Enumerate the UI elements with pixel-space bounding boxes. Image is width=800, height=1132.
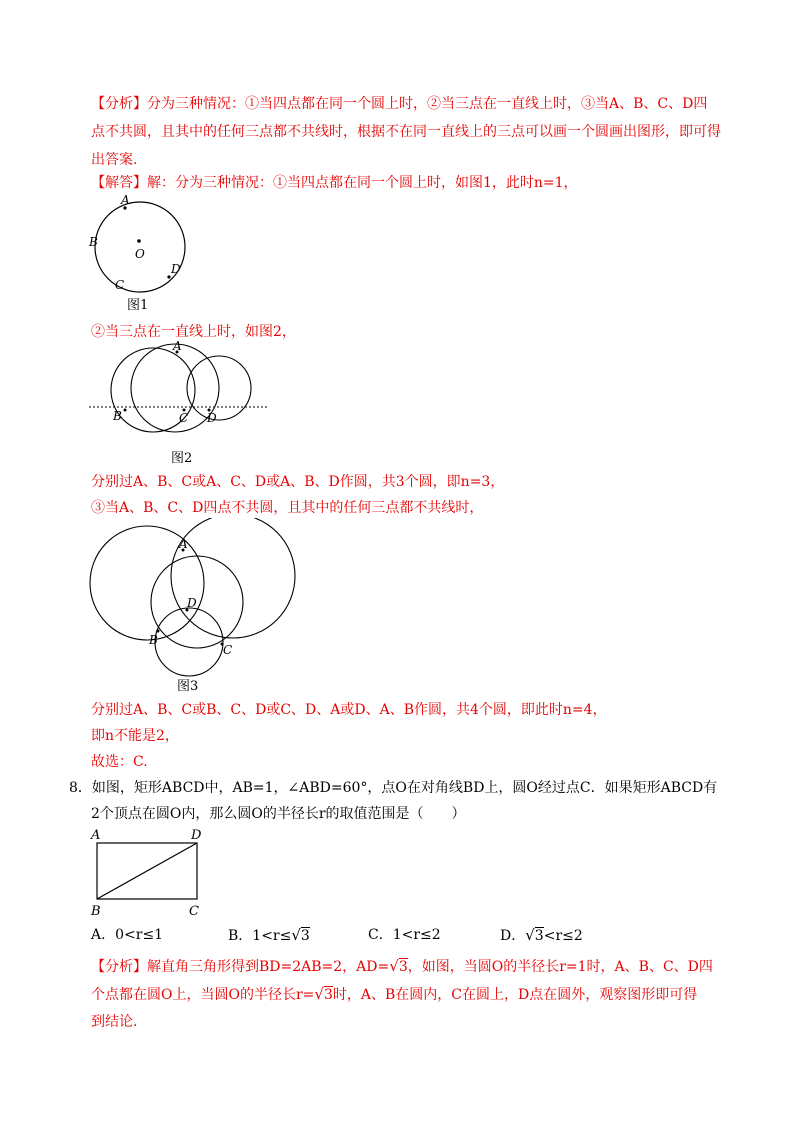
option-d-suffix: <r≤2: [543, 928, 583, 944]
fig1-label-d: D: [171, 262, 181, 276]
analysis-8-radicand: 3: [398, 959, 408, 975]
analysis-8-line: 个点都在圆O上，当圆O的半径长r=√3时，A、B在圆内，C在圆上，D点在圆外，观察图形即可得: [91, 985, 698, 1003]
figure-2: [85, 340, 275, 470]
solution-line: ③当A、B、C、D四点不共圆，且其中的任何三点都不共线时，: [91, 500, 484, 516]
fig2-caption: 图2: [171, 451, 193, 466]
fig3-label-b: B: [149, 633, 158, 647]
fig1-label-a: A: [121, 193, 130, 207]
analysis-8-line: 到结论.: [91, 1014, 138, 1030]
fig1-caption: 图1: [127, 298, 149, 313]
rect-label-b: B: [91, 904, 101, 919]
solution-line: ②当三点在一直线上时，如图2，: [91, 324, 296, 340]
answer-line: 故选：C.: [91, 754, 148, 770]
option-b-radicand: 3: [300, 928, 310, 944]
analysis-8-radicand: 3: [323, 987, 333, 1003]
analysis-line: 出答案.: [91, 152, 138, 168]
option-c[interactable]: C．1<r≤2: [368, 927, 441, 943]
fig1-label-c: C: [115, 278, 125, 292]
fig3-label-a: A: [179, 537, 188, 551]
analysis-8-text: 个点都在圆O上，当圆O的半径长r=: [91, 987, 315, 1003]
fig2-label-b: B: [113, 409, 122, 423]
rect-label-d: D: [191, 828, 202, 843]
option-b[interactable]: B．1<r≤√3: [228, 926, 310, 944]
fig3-label-d: D: [187, 596, 197, 610]
solution-line: 分别过A、B、C或B、C、D或C、D、A或D、A、B作圆，共4个圆，即此时n=4，: [91, 702, 607, 718]
fig2-label-a: A: [173, 340, 182, 353]
rect-label-c: C: [189, 904, 199, 919]
fig2-label-c: C: [179, 411, 189, 425]
analysis-line: 点不共圆，且其中的任何三点都不共线时，根据不在同一直线上的三点可以画一个圆画出图形，即可得: [91, 124, 721, 140]
analysis-8-line: 【分析】解直角三角形得到BD=2AB=2，AD=√3，如图，当圆O的半径长r=1时，A、B、C、D四: [91, 957, 713, 975]
solution-line: 分别过A、B、C或A、C、D或A、B、D作圆，共3个圆，即n=3，: [91, 474, 505, 490]
analysis-line: 【分析】分为三种情况：①当四点都在同一个圆上时，②当三点在一直线上时，③当A、B、C、D四: [91, 96, 708, 112]
fig2-label-d: D: [207, 411, 217, 425]
question-8-line: 2个顶点在圆O内，那么圆O的半径长r的取值范围是（ ）: [91, 806, 466, 822]
fig1-label-o: O: [135, 247, 145, 261]
option-d-radicand: 3: [534, 928, 544, 944]
option-b-text: B．1<r≤: [228, 928, 292, 944]
figure-3: [85, 518, 305, 696]
figure-1: [85, 192, 195, 317]
option-d[interactable]: D．√3<r≤2: [500, 926, 583, 944]
solution-line: 【解答】解：分为三种情况：①当四点都在同一个圆上时，如图1，此时n=1，: [91, 175, 578, 191]
analysis-8-text: 时，A、B在圆内，C在圆上，D点在圆外，观察图形即可得: [332, 987, 698, 1003]
analysis-8-text: ，如图，当圆O的半径长r=1时，A、B、C、D四: [407, 959, 713, 975]
option-a[interactable]: A．0<r≤1: [91, 927, 164, 943]
fig3-caption: 图3: [177, 679, 199, 694]
option-d-prefix: D．: [500, 928, 526, 944]
analysis-8-text: 【分析】解直角三角形得到BD=2AB=2，AD=: [91, 959, 390, 975]
solution-line: 即n不能是2，: [91, 728, 179, 744]
question-8-line: 8．如图，矩形ABCD中，AB=1，∠ABD=60°，点O在对角线BD上，圆O经过点C．如果矩形ABCD有: [69, 780, 718, 796]
rectangle-figure: [85, 823, 215, 919]
rect-label-a: A: [91, 828, 101, 843]
fig3-label-c: C: [223, 643, 233, 657]
fig1-label-b: B: [89, 235, 98, 249]
